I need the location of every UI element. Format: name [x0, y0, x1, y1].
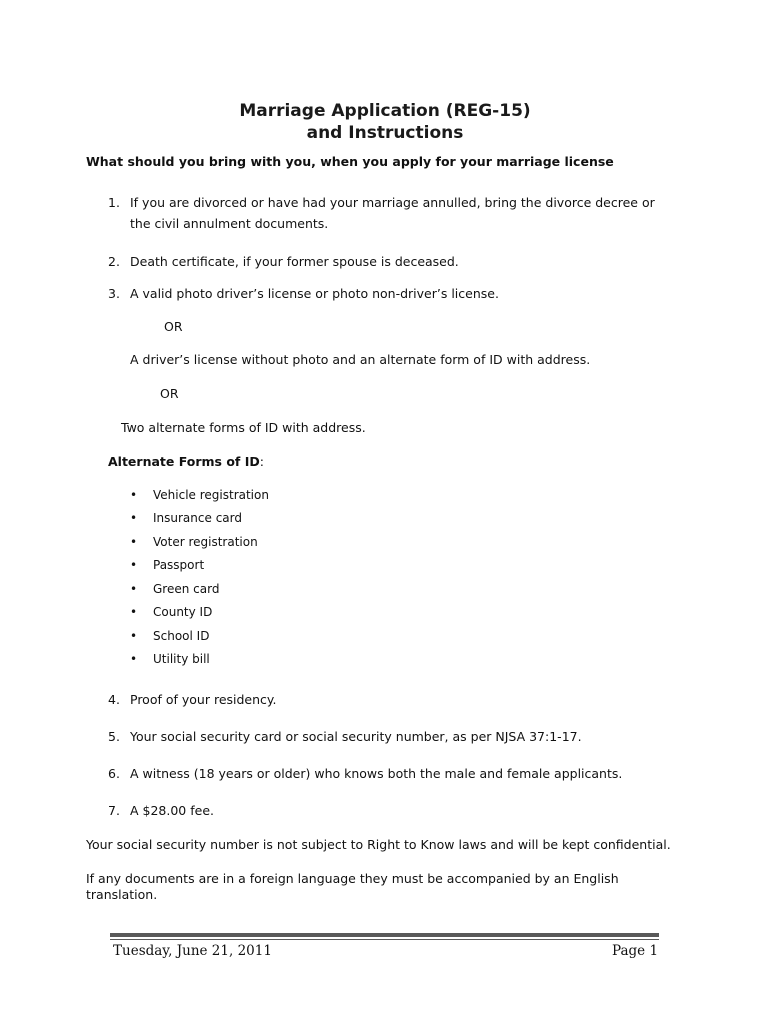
translation-note: If any documents are in a foreign language they must be accompanied by an English — [86, 871, 619, 886]
bullet-icon: • — [130, 605, 138, 619]
item-text-continued: the civil annulment documents. — [130, 216, 329, 231]
alternate-forms-heading-label: Alternate Forms of ID — [108, 454, 260, 469]
item-number: 4. — [108, 692, 120, 707]
list-item: Green card — [153, 582, 220, 596]
bullet-icon: • — [130, 582, 138, 596]
item-text: Proof of your residency. — [130, 692, 277, 707]
footer-divider-thin — [110, 939, 659, 940]
item-number: 7. — [108, 803, 120, 818]
list-item: Vehicle registration — [153, 488, 269, 502]
bullet-icon: • — [130, 535, 138, 549]
section-heading: What should you bring with you, when you apply for your marriage license — [86, 154, 614, 169]
item-text: If you are divorced or have had your marriage annulled, bring the divorce decree or — [130, 195, 655, 210]
item-text: A witness (18 years or older) who knows both the male and female applicants. — [130, 766, 623, 781]
or-separator: OR — [164, 319, 183, 334]
translation-note-continued: translation. — [86, 887, 158, 902]
list-item: Utility bill — [153, 652, 210, 666]
bullet-icon: • — [130, 652, 138, 666]
confidential-note: Your social security number is not subject to Right to Know laws and will be kept confidential. — [86, 837, 671, 852]
bullet-icon: • — [130, 629, 138, 643]
item-number: 3. — [108, 286, 120, 301]
bullet-icon: • — [130, 488, 138, 502]
item-text: A $28.00 fee. — [130, 803, 214, 818]
item-number: 2. — [108, 254, 120, 269]
list-item: County ID — [153, 605, 213, 619]
list-item: Voter registration — [153, 535, 258, 549]
page-title: Marriage Application (REG-15) — [239, 101, 531, 121]
item-number: 5. — [108, 729, 120, 744]
item-text: A valid photo driver’s license or photo non-driver’s license. — [130, 286, 499, 301]
item-number: 6. — [108, 766, 120, 781]
page-number: Page 1 — [612, 943, 659, 959]
footer-date: Tuesday, June 21, 2011 — [113, 943, 272, 959]
alternate-forms-heading — [108, 454, 264, 469]
list-item: School ID — [153, 629, 210, 643]
heading-colon: : — [259, 454, 264, 469]
item-number: 1. — [108, 195, 120, 210]
alternate-option-text: Two alternate forms of ID with address. — [121, 420, 366, 435]
bullet-icon: • — [130, 558, 138, 572]
bullet-icon: • — [130, 511, 138, 525]
alternate-option-text: A driver’s license without photo and an alternate form of ID with address. — [130, 352, 591, 367]
list-item: Insurance card — [153, 511, 242, 525]
item-text: Death certificate, if your former spouse is deceased. — [130, 254, 459, 269]
footer-divider — [110, 933, 659, 937]
page-title-line-2: and Instructions — [306, 123, 464, 143]
item-text: Your social security card or social security number, as per NJSA 37:1-17. — [130, 729, 582, 744]
or-separator: OR — [160, 386, 179, 401]
list-item: Passport — [153, 558, 205, 572]
